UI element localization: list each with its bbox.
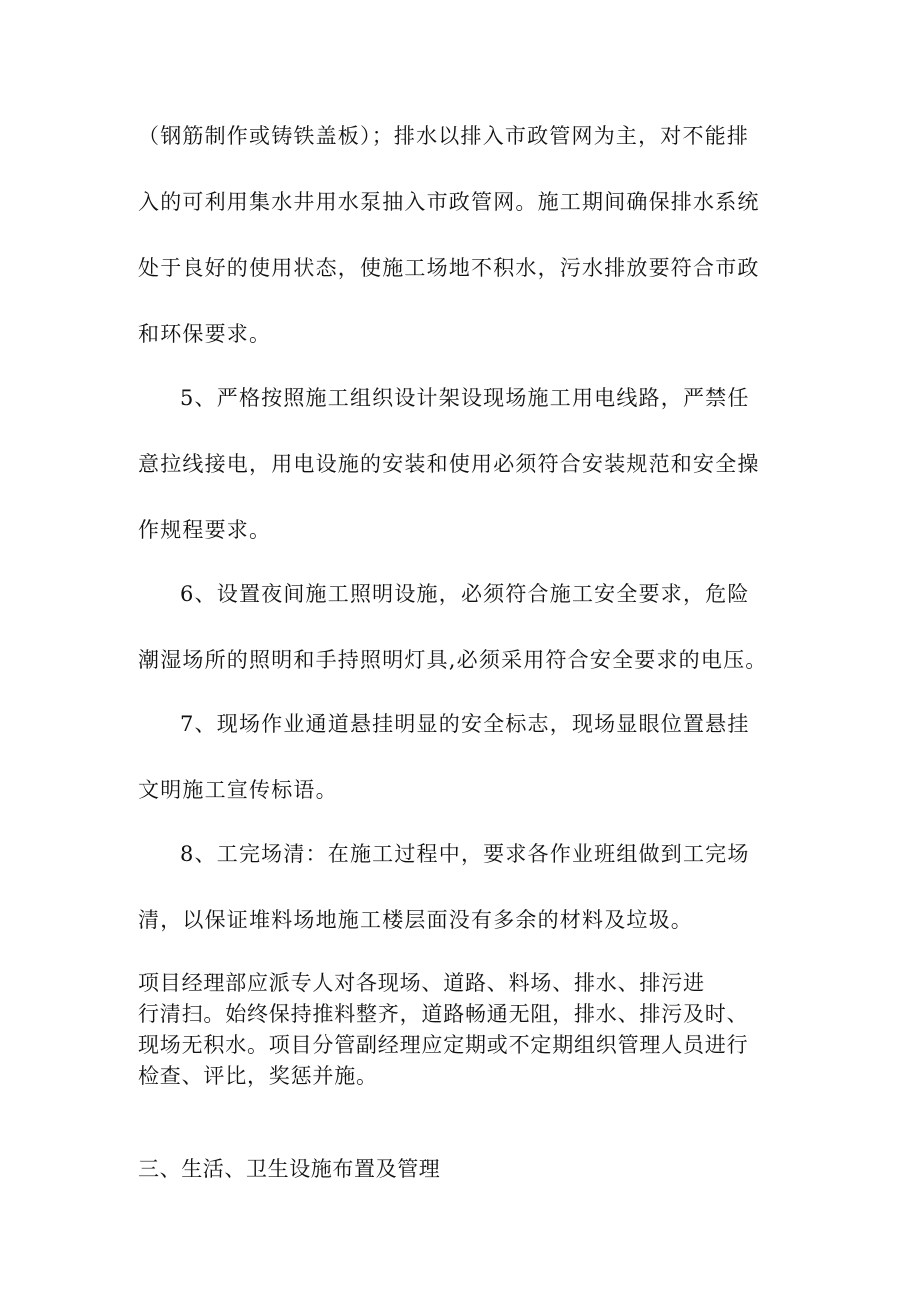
- paragraph-line: 入的可利用集水井用水泵抽入市政管网。施工期间确保排水系统: [138, 190, 760, 214]
- paragraph-line: 处于良好的使用状态，使施工场地不积水，污水排放要符合市政: [138, 256, 760, 280]
- dense-paragraph-line: 现场无积水。项目分管副经理应定期或不定期组织管理人员进行: [138, 1033, 749, 1057]
- dense-paragraph-line: 行清扫。始终保持推料整齐，道路畅通无阻，排水、排污及时、: [138, 1002, 749, 1026]
- paragraph-line: 意拉线接电，用电设施的安装和使用必须符合安装规范和安全操: [138, 452, 760, 476]
- list-item-6-line: 6、设置夜间施工照明设施，必须符合施工安全要求，危险: [180, 582, 750, 606]
- paragraph-line: 清，以保证堆料场地施工楼层面没有多余的材料及垃圾。: [138, 908, 693, 932]
- paragraph-line: 文明施工宣传标语。: [138, 778, 338, 802]
- dense-paragraph-line: 检查、评比，奖惩并施。: [138, 1064, 378, 1088]
- list-item-5-line: 5、严格按照施工组织设计架设现场施工用电线路，严禁任: [180, 386, 750, 410]
- paragraph-line: 潮湿场所的照明和手持照明灯具,必须采用符合安全要求的电压。: [138, 648, 768, 672]
- paragraph-line: 作规程要求。: [138, 518, 272, 542]
- paragraph-line: （钢筋制作或铸铁盖板）；排水以排入市政管网为主，对不能排: [138, 124, 750, 148]
- paragraph-line: 和环保要求。: [138, 322, 272, 346]
- list-item-8-line: 8、工完场清：在施工过程中，要求各作业班组做到工完场: [180, 842, 750, 866]
- section-heading: 三、生活、卫生设施布置及管理: [138, 1157, 441, 1181]
- list-item-7-line: 7、现场作业通道悬挂明显的安全标志，现场显眼位置悬挂: [180, 712, 750, 736]
- dense-paragraph-line: 项目经理部应派专人对各现场、道路、料场、排水、排污进: [138, 971, 705, 995]
